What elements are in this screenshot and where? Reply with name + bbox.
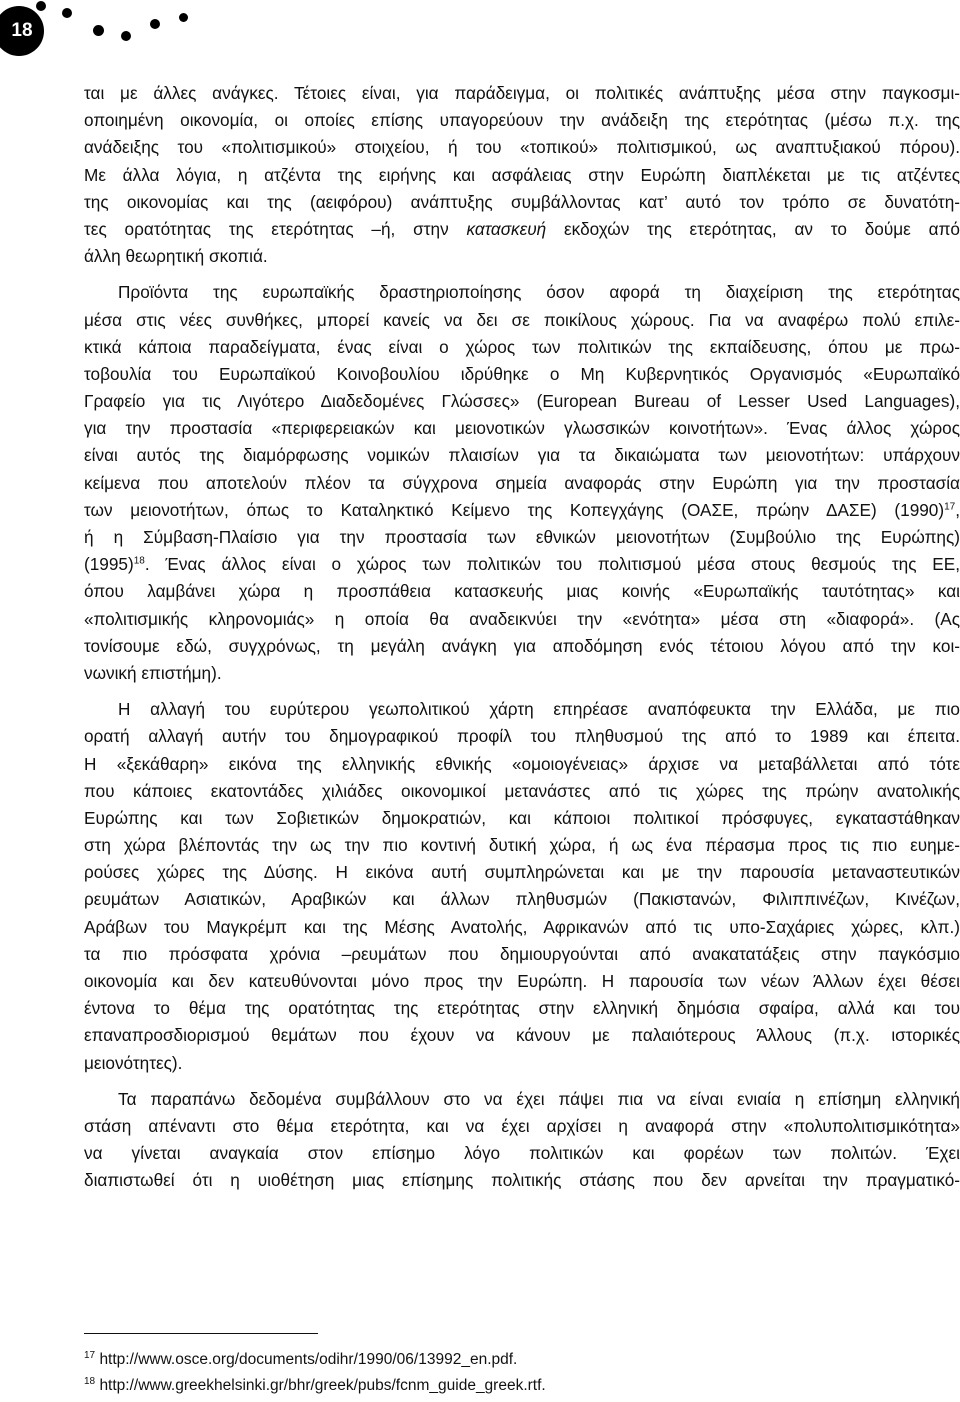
italic-term: κατασκευή: [466, 218, 547, 239]
text-line: Γραφείο για τις Λιγότερο Διαδεδομένες Γλώσσες» (European Bureau of Lesser Used Languages),: [84, 391, 960, 412]
text-line: νωνική επιστήμη).: [84, 662, 222, 683]
footnote-ref: 18: [133, 555, 145, 567]
text-line: οποιημένη οικονομία, οι οποίες επίσης υπαγορεύουν την ανάδειξη της ετερότητας (μέσω π.χ. της: [84, 110, 960, 131]
text-line: ρευμάτων Ασιατικών, Αραβικών και άλλων πληθυσμών (Πακιστανών, Φιλιππινέζων, Κινέζων,: [84, 889, 960, 910]
decorative-dot: [121, 31, 131, 41]
body-text: [84, 80, 960, 1195]
text-line: Αράβων του Μαγκρέμπ και της Μέσης Ανατολής, Αφρικανών από τις υπο-Σαχάριες χώρες, κλπ.): [84, 916, 960, 937]
footnote: [84, 1376, 546, 1396]
text-line: Προϊόντα της ευρωπαϊκής δραστηριοποίησης όσον αφορά τη διαχείριση της ετερότητας: [118, 282, 960, 303]
text-line: Τα παραπάνω δεδομένα συμβάλλουν στο να έχει πάψει πια να είναι ενιαία η επίσημη ελληνική: [118, 1088, 960, 1109]
text-line: τες ορατότητας της ετερότητας –ή, στην κατασκευή εκδοχών της ετερότητας, αν το δούμε από: [84, 218, 960, 239]
text-line: έντονα το θέμα της ορατότητας της ετερότητας στην ελληνική δημόσια σφαίρα, αλλά και του: [84, 998, 960, 1019]
text-line: «πολιτισμικής κληρονομιάς» η οποία θα αναδεικνύει την «ενότητα» μέσα στη «διαφορά». (Ας: [84, 608, 960, 629]
text-line: που κάποιες εκατοντάδες χιλιάδες οικονομικοί μετανάστες από τις χώρες της πρώην ανατολικής: [84, 780, 960, 801]
footnote-link[interactable]: http://www.greekhelsinki.gr/bhr/greek/pubs/fcnm_guide_greek.rtf.: [99, 1377, 546, 1394]
footnote-separator: [84, 1333, 318, 1334]
text-line: είναι αυτός της διαμόρφωσης νομικών πλαισίων για τα δικαιώματα των μειονοτήτων: υπάρχουν: [84, 445, 960, 466]
text-line: για την προστασία «περιφερειακών και μειονοτικών γλωσσικών κοινοτήτων». Ένας άλλος χώρος: [84, 418, 960, 439]
text-line: μέσα στις νέες συνθήκες, μπορεί κανείς να δει σε ποικίλους χώρους. Για να αναφέρω πολύ επιλε-: [84, 309, 960, 330]
decorative-dot: [93, 25, 104, 36]
text-line: τονίσουμε εδώ, συγχρόνως, τη μεγάλη ανάγκη για αποδόμηση ενός τέτοιου λόγου από την κοι-: [84, 635, 960, 656]
footnote-link[interactable]: http://www.osce.org/documents/odihr/1990/06/13992_en.pdf.: [99, 1351, 518, 1368]
text-line: μειονότητες).: [84, 1052, 183, 1073]
decorative-dot: [62, 8, 72, 18]
text-line: Ευρώπης και των Σοβιετικών δημοκρατιών, και κάποιοι πολιτικοί πρόσφυγες, εγκαταστάθηκαν: [84, 807, 960, 828]
decorative-dot: [179, 13, 188, 22]
text-line: άλλη θεωρητική σκοπιά.: [84, 246, 268, 267]
text-line: επαναπροσδιορισμού θεμάτων που έχουν να κάνουν με παλαιότερους Άλλους (π.χ. ιστορικές: [84, 1025, 960, 1046]
text-line: στη χώρα βλέποντάς την ως την πιο κοντινή δυτική χώρα, ή ως ένα πέρασμα προς τις πιο ευημε-: [84, 835, 960, 856]
text-line: κτικά κάποια παραδείγματα, ένας είναι ο χώρος των πολιτικών της εκπαίδευσης, όπου με πρω-: [84, 336, 960, 357]
text-line: ται με άλλες ανάγκες. Τέτοιες είναι, για παράδειγμα, οι πολιτικές ανάπτυξης μέσα στην παγκοσμι-: [84, 83, 960, 103]
text-line: ή η Σύμβαση-Πλαίσιο για την προστασία των εθνικών μειονοτήτων (Συμβούλιο της Ευρώπης): [84, 527, 960, 547]
decorative-dot: [36, 1, 46, 11]
footnote-number: 18: [84, 1375, 96, 1387]
text-line: Με άλλα λόγια, η ατζέντα της ειρήνης και ασφάλειας στην Ευρώπη διαπλέκεται με τις ατζέντες: [84, 164, 960, 185]
footnote-number: 17: [84, 1349, 96, 1361]
text-line: ορατή αλλαγή αυτήν του δημογραφικού προφίλ του πληθυσμού της από το 1989 και έπειτα.: [84, 726, 960, 747]
text-line: διαπιστωθεί ότι η υιοθέτηση μιας επίσημης πολιτικής στάσης που δεν αρνείται την πραγματικό-: [84, 1170, 960, 1191]
page-number: 18: [11, 20, 33, 41]
text-line: $(1995)^{18}$. Ένας άλλος είναι ο χώρος των πολιτικών του πολιτισμού μέσα στους θεσμούς της ΕΕ,: [84, 554, 960, 575]
text-line: Η «ξεκάθαρη» εικόνα της ελληνικής εθνικής «ομοιογένειας» άρχισε να μεταβάλλεται από τότε: [84, 753, 960, 774]
text-line: οικονομία και δεν κατευθύνονται μόνο προς την Ευρώπη. Η παρουσία των νέων Άλλων έχει θέσει: [84, 971, 960, 991]
text-line: να γίνεται αναγκαία στον επίσημο λόγο πολιτικών και φορέων των πολιτών. Έχει: [84, 1143, 960, 1164]
decorative-dot: [150, 19, 160, 29]
text-line: της οικονομίας και της (αειφόρου) ανάπτυξης συμβάλλοντας κατ’ αυτό τον τρόπο σε δυνατότη-: [84, 191, 960, 212]
text-line: τοβουλία του Ευρωπαϊκού Κοινοβουλίου ιδρύθηκε ο Μη Κυβερνητικός Οργανισμός «Ευρωπαϊκό: [84, 363, 960, 384]
text-line: των μειονοτήτων, όπως το Καταληκτικό Κείμενο της Κοπεγχάγης (ΟΑΣΕ, πρώην ΔΑΣΕ) $(1990)^{17}$,: [84, 499, 960, 520]
text-line: στάση απέναντι στο θέμα ετερότητα, και να έχει αρχίσει η αναφορά στην «πολυπολιτισμικότητα»: [84, 1115, 960, 1136]
text-line: όπου λαμβάνει χώρα η προσπάθεια κατασκευής μιας κοινής «Ευρωπαϊκής ταυτότητας» και: [84, 581, 960, 602]
text-line: ρούσες χώρες της Δύσης. Η εικόνα αυτή συμπληρώνεται και με την παρουσία μεταναστευτικών: [84, 862, 960, 883]
text-line: κείμενα που αποτελούν πλέον τα σύγχρονα σημεία αναφοράς στην Ευρώπη για την προστασία: [84, 472, 960, 493]
page-number-badge: [0, 6, 44, 56]
text-line: τα πιο πρόσφατα χρόνια –ρευμάτων που δημιουργούνται από ανακατατάξεις στην παγκόσμιο: [84, 943, 960, 964]
text-line: ανάδειξης του «πολιτισμικού» στοιχείου, ή του «τοπικού» πολιτισμικού, ως αναπτυξιακού πόρου).: [84, 137, 960, 158]
text-line: Η αλλαγή του ευρύτερου γεωπολιτικού χάρτη επηρέασε αναπόφευκτα την Ελλάδα, με πιο: [118, 699, 960, 720]
footnote: [84, 1350, 517, 1370]
footnote-ref: 17: [944, 501, 956, 513]
